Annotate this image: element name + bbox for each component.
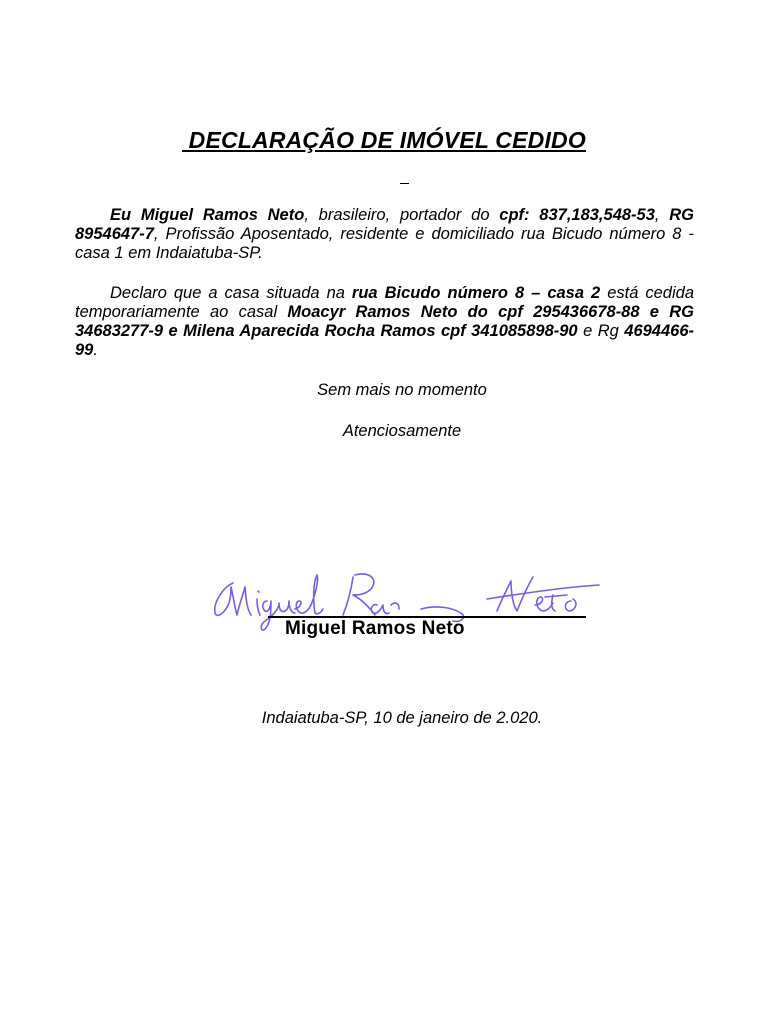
couple-rg: 4694466-99 [75, 322, 695, 359]
declaration-paragraph [75, 284, 694, 360]
regards-line: Atenciosamente [342, 422, 462, 440]
paragraph-text: está cedida temporariamente ao casal [75, 284, 694, 321]
paragraph-text: , brasileiro, portador do [304, 206, 500, 224]
closing-line: Sem mais no momento [317, 381, 487, 399]
paragraph-text: , Profissão Aposentado, residente e domiciliado rua Bicudo número 8 - casa 1 em Indaiatuba-SP. [75, 225, 694, 262]
paragraph-text: Declaro que a casa situada na [110, 284, 352, 302]
property-address: rua Bicudo número 8 – casa 2 [351, 284, 601, 302]
couple-details: Moacyr Ramos Neto do cpf 295436678-88 e RG 34683277-9 e Milena Aparecida Rocha Ramos cpf 341085898-90 [75, 303, 694, 340]
separator-mark [400, 183, 409, 184]
document-title: DECLARAÇÃO DE IMÓVEL CEDIDO [182, 127, 586, 153]
declarant-cpf: cpf: 837,183,548-53 [499, 206, 655, 224]
place-and-date: Indaiatuba-SP, 10 de janeiro de 2.020. [261, 709, 543, 727]
paragraph-text: . [93, 341, 98, 359]
paragraph-text: e Rg [577, 322, 625, 340]
signatory-name: Miguel Ramos Neto [285, 618, 465, 639]
declarant-rg: RG 8954647-7 [75, 206, 695, 243]
declarant-name: Eu Miguel Ramos Neto [110, 206, 305, 224]
paragraph-text: , [654, 206, 670, 224]
declarant-paragraph [75, 206, 694, 263]
